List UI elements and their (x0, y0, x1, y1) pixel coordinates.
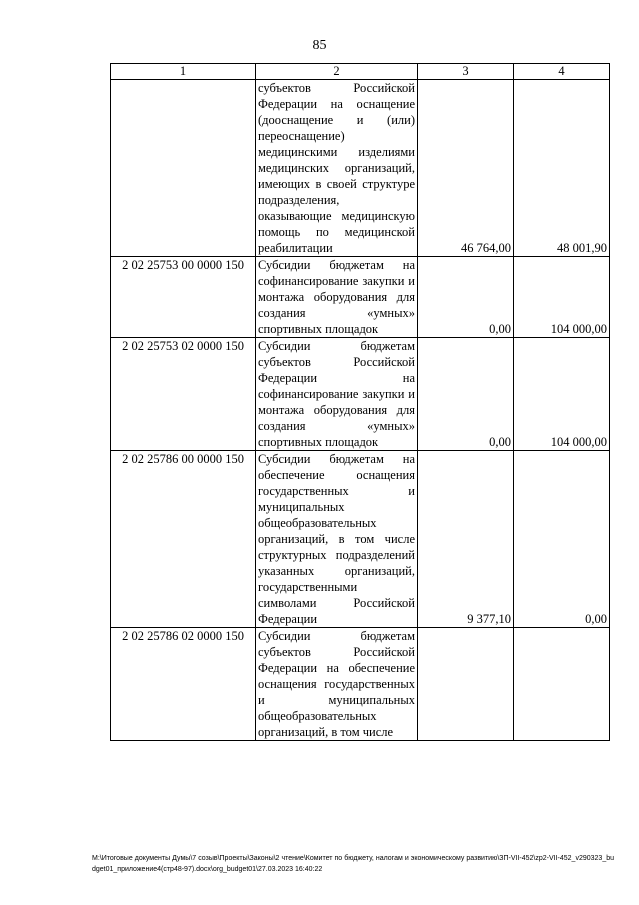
table-row (111, 257, 610, 338)
row-code: 2 02 25786 02 0000 150 (111, 628, 256, 741)
table-row (111, 338, 610, 451)
row-value-col3: 0,00 (418, 257, 514, 338)
row-code (111, 80, 256, 257)
column-header-4: 4 (514, 64, 610, 80)
row-value-col3: 9 377,10 (418, 451, 514, 628)
row-description: Субсидии бюджетам на обеспечение оснащения государственных и муниципальных общеобразовательных организаций, в том числе структурных подразделений указанных организаций, государственными символами Российской Федерации (256, 451, 418, 628)
column-header-1: 1 (111, 64, 256, 80)
row-value-col4: 48 001,90 (514, 80, 610, 257)
table-row (111, 451, 610, 628)
row-value-col4: 104 000,00 (514, 257, 610, 338)
row-value-col3 (418, 628, 514, 741)
column-header-2: 2 (256, 64, 418, 80)
row-description: субъектов Российской Федерации на оснащение (дооснащение и (или) переоснащение) медицинскими изделиями медицинских организаций, имеющих в своей структуре подразделения, оказывающие медицинскую помощь по медицинской реабилитации (256, 80, 418, 257)
table-row (111, 628, 610, 741)
row-code: 2 02 25753 02 0000 150 (111, 338, 256, 451)
row-value-col4: 0,00 (514, 451, 610, 628)
row-description: Субсидии бюджетам субъектов Российской Федерации на обеспечение оснащения государственных и муниципальных общеобразовательных организаций, в том числе (256, 628, 418, 741)
row-code: 2 02 25753 00 0000 150 (111, 257, 256, 338)
row-code: 2 02 25786 00 0000 150 (111, 451, 256, 628)
row-value-col3: 46 764,00 (418, 80, 514, 257)
column-header-3: 3 (418, 64, 514, 80)
row-description: Субсидии бюджетам на софинансирование закупки и монтажа оборудования для создания «умных» спортивных площадок (256, 257, 418, 338)
budget-table (110, 63, 610, 741)
row-value-col4: 104 000,00 (514, 338, 610, 451)
document-path-footer: M:\Итоговые документы Думы\7 созыв\Проекты\Законы\2 чтение\Комитет по бюджету, налогам и экономическому развитию\ЗП-VII-452\zp2-VII-452_v290323_budget01_приложение4(стр48-97).docx\org_budget01\27.03.2023 16:40:22 (92, 855, 614, 873)
row-description: Субсидии бюджетам субъектов Российской Федерации на софинансирование закупки и монтажа оборудования для создания «умных» спортивных площадок (256, 338, 418, 451)
row-value-col4 (514, 628, 610, 741)
table-header-row (111, 64, 610, 80)
row-value-col3: 0,00 (418, 338, 514, 451)
table-row (111, 80, 610, 257)
page-number: 85 (312, 38, 327, 53)
